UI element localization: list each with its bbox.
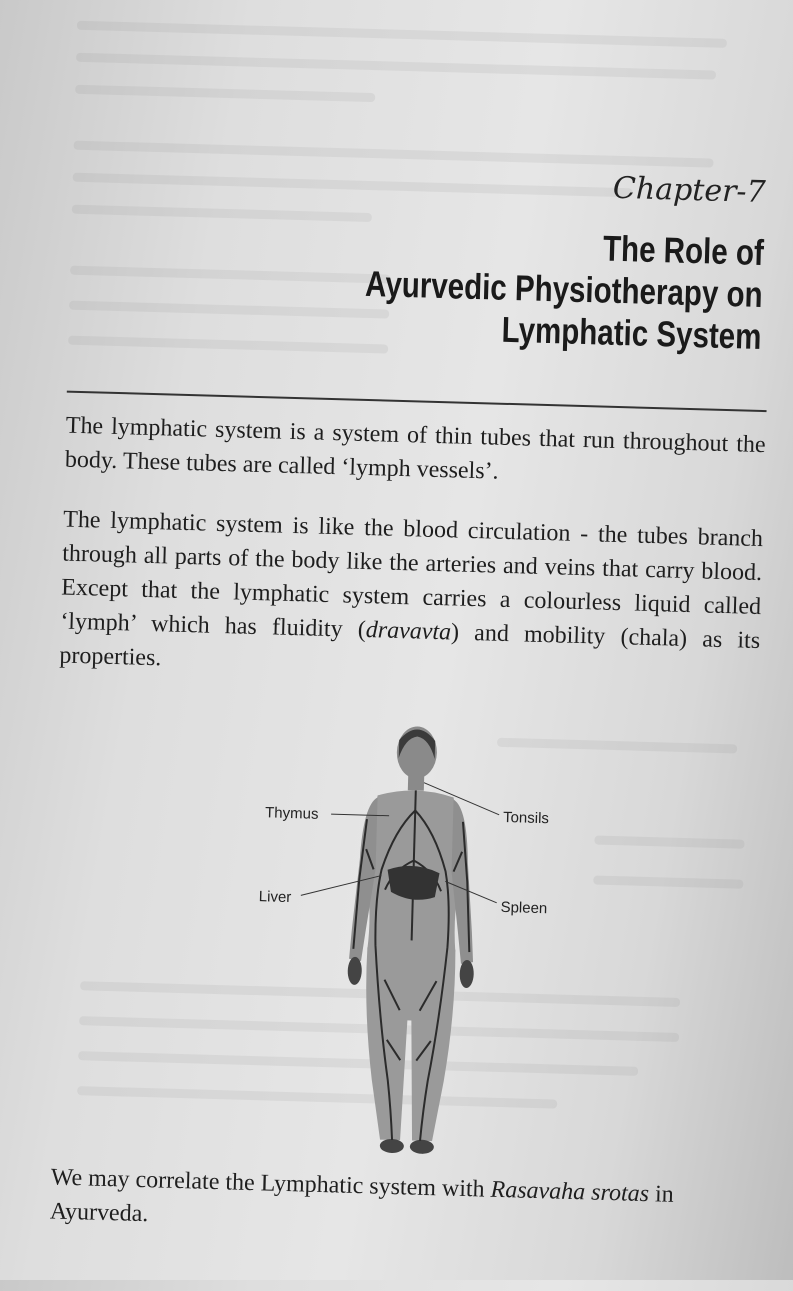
chapter-title — [364, 221, 765, 358]
chapter-title-line-2: Ayurvedic Physiotherapy on — [364, 262, 764, 315]
label-tonsils: Tonsils — [502, 808, 550, 828]
closing-text-b: in Ayurveda. — [49, 1181, 675, 1228]
chapter-number: Chapter-7 — [612, 170, 767, 211]
title-divider — [67, 391, 767, 413]
chapter-title-line-3: Lymphatic System — [501, 308, 763, 357]
paragraph-2-text-a: The lymphatic system is like the blood circulation - the tubes branch through all parts of the body like the arteries and veins that carry blood. Except that the lymphatic system carries a colourless liquid called ‘lymph’ which has fluidity ( — [60, 506, 764, 644]
paragraph-2 — [59, 503, 763, 692]
closing-text-a: We may correlate the Lymphatic system with — [50, 1164, 491, 1203]
paragraph-1: The lymphatic system is a system of thin tubes that run throughout the body. These tubes are called ‘lymph vessels’. — [64, 412, 766, 485]
label-liver: Liver — [258, 888, 292, 907]
lymphatic-system-figure — [246, 716, 578, 1165]
show-through-text — [18, 0, 793, 11]
closing-paragraph — [49, 1160, 751, 1248]
human-body-lymph-illustration — [246, 716, 578, 1165]
closing-italic-term: Rasavaha srotas — [490, 1176, 650, 1208]
chapter-title-line-1: The Role of — [602, 227, 765, 274]
paragraph-2-text-b: ) and mobility (chala) as its properties. — [59, 619, 761, 672]
paragraph-2-italic-term: dravavta — [365, 617, 452, 646]
label-thymus: Thymus — [264, 804, 319, 823]
label-spleen: Spleen — [500, 898, 548, 918]
